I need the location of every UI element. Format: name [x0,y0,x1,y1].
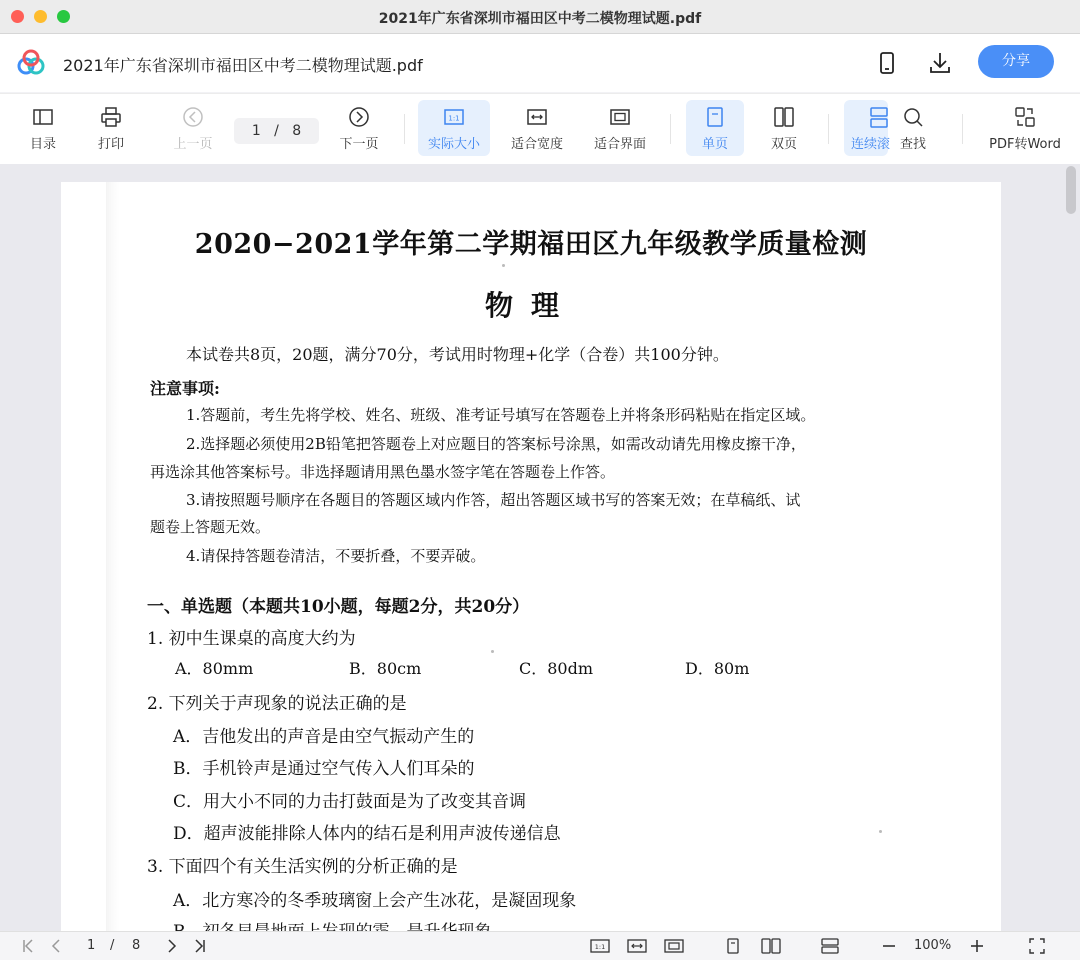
q3-option-a: A．北方寒冷的冬季玻璃窗上会产生冰花，是凝固现象 [173,891,577,911]
double-page-label: 双页 [770,137,797,152]
chevron-right-circle-icon [348,106,370,128]
exam-subject: 物理 [484,289,577,322]
printer-icon [100,106,122,128]
zoom-out-icon[interactable] [880,937,898,955]
notice-item-2: 2.选择题必须使用2B铅笔把答题卷上对应题目的答案标号涂黑，如需改动请先用橡皮擦干净， [186,435,806,453]
share-button[interactable]: 分享 [978,45,1054,78]
double-page-icon [773,106,795,128]
fit-width-icon [526,106,548,128]
q1-option-d: D．80m [685,659,750,678]
section-heading: 一、单选题（本题共10小题，每题2分，共20分） [147,597,530,617]
pdf-to-word-label: PDF转Word [989,137,1061,152]
next-page-label: 下一页 [339,137,379,152]
first-page-icon[interactable] [20,937,38,955]
scan-speck [879,830,882,833]
q1-option-c: C．80dm [519,659,594,678]
toc-button[interactable] [20,100,66,156]
zoom-level: 100% [914,938,952,953]
app-logo-icon [16,50,46,76]
toolbar-divider [962,114,963,144]
document-title: 2021年广东省深圳市福田区中考二模物理试题.pdf [63,56,423,75]
notice-item-3: 3.请按照题号顺序在各题目的答题区域内作答，超出答题区域书写的答案无效；在草稿纸、试 [186,491,801,509]
question-1: 1. 初中生课桌的高度大约为 [147,629,356,649]
double-page-icon[interactable] [760,937,782,955]
print-label: 打印 [97,137,124,152]
document-header [0,34,1080,92]
status-page-total: 8 [132,938,141,953]
convert-icon [1014,106,1036,128]
prev-page-icon[interactable] [48,937,66,955]
next-page-icon[interactable] [162,937,180,955]
svg-text:1:1: 1:1 [448,114,460,123]
fullscreen-icon[interactable] [1028,937,1046,955]
double-page-button[interactable] [757,100,811,156]
zoom-in-icon[interactable] [968,937,986,955]
actual-size-button[interactable] [418,100,490,156]
q2-option-d: D．超声波能排除人体内的结石是利用声波传递信息 [173,824,561,844]
sidebar-icon [32,106,54,128]
continuous-scroll-button[interactable] [844,100,891,156]
prev-page-label: 上一页 [173,137,213,152]
toc-label: 目录 [29,137,56,152]
fit-width-button[interactable] [504,100,570,156]
chevron-left-circle-icon [182,106,204,128]
status-page-separator: / [110,938,115,953]
page-current: 1 [251,123,261,139]
notice-heading: 注意事项: [150,379,220,398]
actual-size-icon [443,106,465,128]
continuous-scroll-icon[interactable] [820,937,840,955]
phone-icon[interactable] [874,50,900,76]
prev-page-button[interactable] [168,100,218,156]
fit-screen-button[interactable] [587,100,653,156]
notice-item-1: 1.答题前，考生先将学校、姓名、班级、准考证号填写在答题卷上并将条形码粘贴在指定区域。 [186,406,816,424]
question-2: 2. 下列关于声现象的说法正确的是 [147,694,407,714]
q2-option-c: C．用大小不同的力击打鼓面是为了改变其音调 [173,792,527,812]
fit-screen-icon [609,106,631,128]
vertical-scrollbar[interactable] [1066,166,1076,214]
status-bar [0,931,1080,960]
page-separator: / [274,123,279,139]
fit-screen-label: 适合界面 [593,137,646,152]
download-icon[interactable] [927,50,953,76]
window-title: 2021年广东省深圳市福田区中考二模物理试题.pdf [378,11,702,27]
q1-option-b: B．80cm [349,659,422,678]
single-page-label: 单页 [701,137,728,152]
notice-item-4: 4.请保持答题卷清洁，不要折叠，不要弄破。 [186,547,486,565]
q2-option-a: A．吉他发出的声音是由空气振动产生的 [173,727,475,747]
question-3: 3. 下面四个有关生活实例的分析正确的是 [147,857,458,877]
single-page-icon [704,106,726,128]
page-total: 8 [292,123,302,139]
q2-option-b: B．手机铃声是通过空气传入人们耳朵的 [173,759,475,779]
toolbar-divider [828,114,829,144]
print-button[interactable] [88,100,134,156]
svg-text:1:1: 1:1 [594,943,606,951]
exam-intro: 本试卷共8页，20题，满分70分，考试用时物理+化学（合卷）共100分钟。 [186,345,729,364]
notice-item-3-cont: 题卷上答题无效。 [150,518,271,536]
toolbar-divider [670,114,671,144]
notice-item-2-cont: 再选涂其他答案标号。非选择题请用黑色墨水签字笔在答题卷上作答。 [150,463,616,481]
continuous-scroll-icon [868,106,890,128]
find-label: 查找 [899,137,926,152]
fit-screen-icon[interactable] [664,937,684,955]
continuous-scroll-label: 连续滚 [851,137,891,152]
pdf-page [61,182,1001,942]
exam-title: 2020−2021学年第二学期福田区九年级教学质量检测 [194,229,868,260]
q1-option-a: A．80mm [175,659,254,678]
fit-width-label: 适合宽度 [510,137,563,152]
toolbar [0,93,1080,165]
status-page-current[interactable]: 1 [87,938,96,953]
find-button[interactable] [890,100,936,156]
actual-size-label: 实际大小 [427,137,480,152]
next-page-button[interactable] [334,100,384,156]
document-viewer[interactable] [0,164,1080,931]
single-page-button[interactable] [686,100,744,156]
toolbar-divider [404,114,405,144]
scan-speck [491,650,494,653]
page-number-input[interactable] [234,118,319,144]
last-page-icon[interactable] [190,937,208,955]
fit-width-icon[interactable] [627,937,647,955]
title-bar [0,0,1080,34]
search-icon [902,106,924,128]
pdf-to-word-button[interactable] [984,100,1066,156]
scan-speck [502,264,505,267]
actual-size-icon[interactable] [590,937,610,955]
single-page-icon[interactable] [724,937,742,955]
